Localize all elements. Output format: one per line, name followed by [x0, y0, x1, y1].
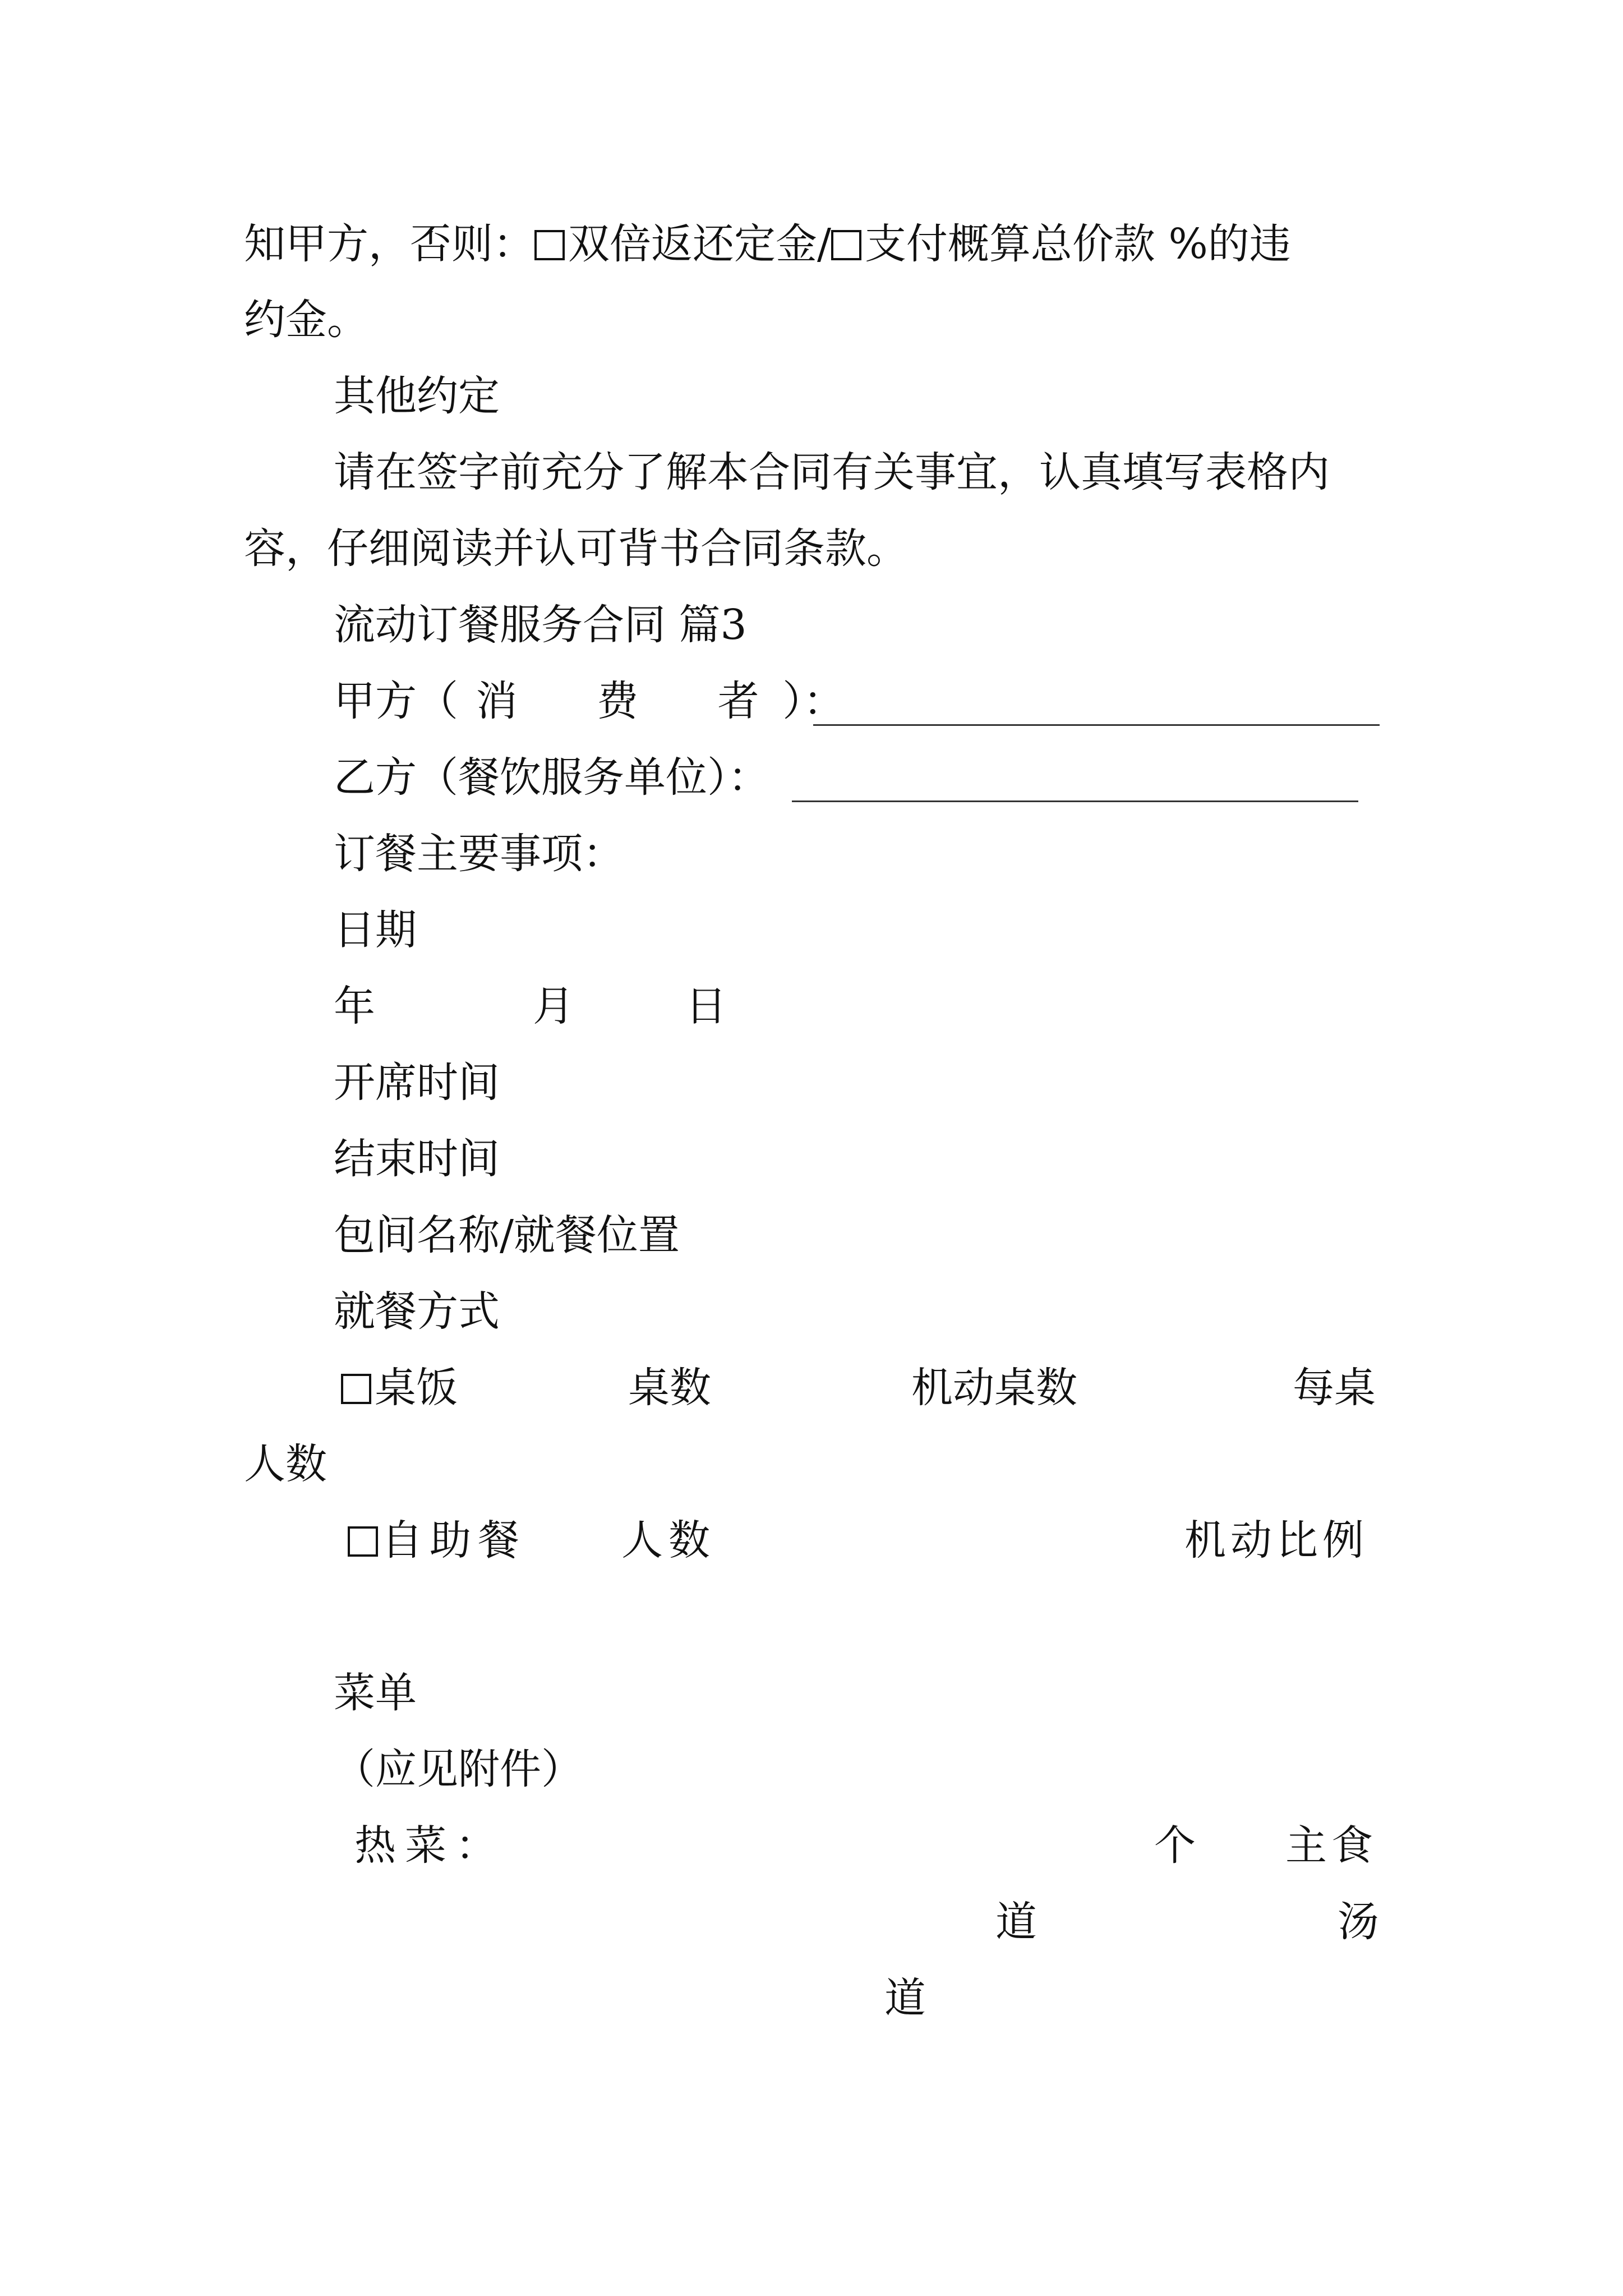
checkbox-double-deposit[interactable] — [534, 230, 565, 260]
flex-table-count-label: 机动桌数 — [911, 1364, 1077, 1412]
room-name-label: 包间名称/就餐位置 — [334, 1211, 680, 1259]
buffet-flex-ratio-label: 机动比例 — [1184, 1516, 1368, 1565]
party-a-word-2: 费 — [597, 677, 639, 725]
main-items-heading: 订餐主要事项： — [334, 830, 624, 878]
clause-line-1-text-a: 知甲方，否则： — [244, 220, 534, 268]
other-agreement-heading: 其他约定 — [334, 372, 500, 420]
checkbox-penalty[interactable] — [831, 230, 861, 260]
end-time-label: 结束时间 — [334, 1135, 500, 1183]
dining-method-label: 就餐方式 — [334, 1287, 500, 1336]
party-a-underline[interactable] — [813, 724, 1380, 726]
notice-line-2: 容，仔细阅读并认可背书合同条款。 — [244, 524, 908, 573]
date-label: 日期 — [334, 906, 417, 954]
clause-line-2: 约金。 — [244, 296, 368, 344]
per-table-persons-label: 人数 — [244, 1440, 327, 1488]
clause-line-1 — [244, 220, 1291, 268]
soup-label: 汤 — [1338, 1898, 1379, 1946]
start-time-label: 开席时间 — [334, 1059, 500, 1107]
menu-note: （应见附件） — [334, 1745, 583, 1793]
per-table-label: 每桌 — [1293, 1364, 1376, 1412]
hot-dishes-label: 热菜： — [354, 1821, 506, 1870]
buffet-option — [348, 1516, 526, 1565]
staple-food-label: 主食 — [1285, 1821, 1377, 1870]
table-count-label: 桌数 — [628, 1364, 711, 1412]
checkbox-table-meal[interactable] — [341, 1374, 371, 1404]
dish-unit-2: 道 — [884, 1974, 926, 2022]
table-meal-option — [341, 1364, 458, 1412]
date-day: 日 — [685, 982, 727, 1030]
dish-unit-1: 道 — [995, 1898, 1037, 1946]
checkbox-buffet[interactable] — [348, 1526, 378, 1557]
notice-line-1: 请在签字前充分了解本合同有关事宜，认真填写表格内 — [334, 448, 1330, 496]
section-title: 流动订餐服务合同 篇3 — [334, 601, 747, 649]
party-a-word-3: 者 — [717, 677, 759, 725]
date-year: 年 — [334, 982, 375, 1030]
menu-heading: 菜单 — [334, 1669, 417, 1717]
party-b-underline[interactable] — [792, 800, 1358, 802]
party-a-prefix: 甲方（ — [334, 677, 458, 725]
clause-line-1-text-b: 双倍返还定金/ — [568, 220, 831, 268]
party-a-label — [334, 677, 845, 725]
clause-line-1-text-c: 支付概算总价款 %的违 — [864, 220, 1291, 268]
party-a-suffix: ）： — [782, 677, 845, 725]
date-month: 月 — [533, 982, 574, 1030]
party-a-word-1: 消 — [476, 677, 518, 725]
party-b-label: 乙方（餐饮服务单位）： — [334, 753, 769, 802]
buffet-persons-label: 人数 — [621, 1516, 716, 1565]
hot-dishes-count-unit: 个 — [1154, 1821, 1196, 1870]
table-meal-label: 桌饭 — [375, 1364, 458, 1412]
buffet-label: 自助餐 — [381, 1516, 526, 1565]
